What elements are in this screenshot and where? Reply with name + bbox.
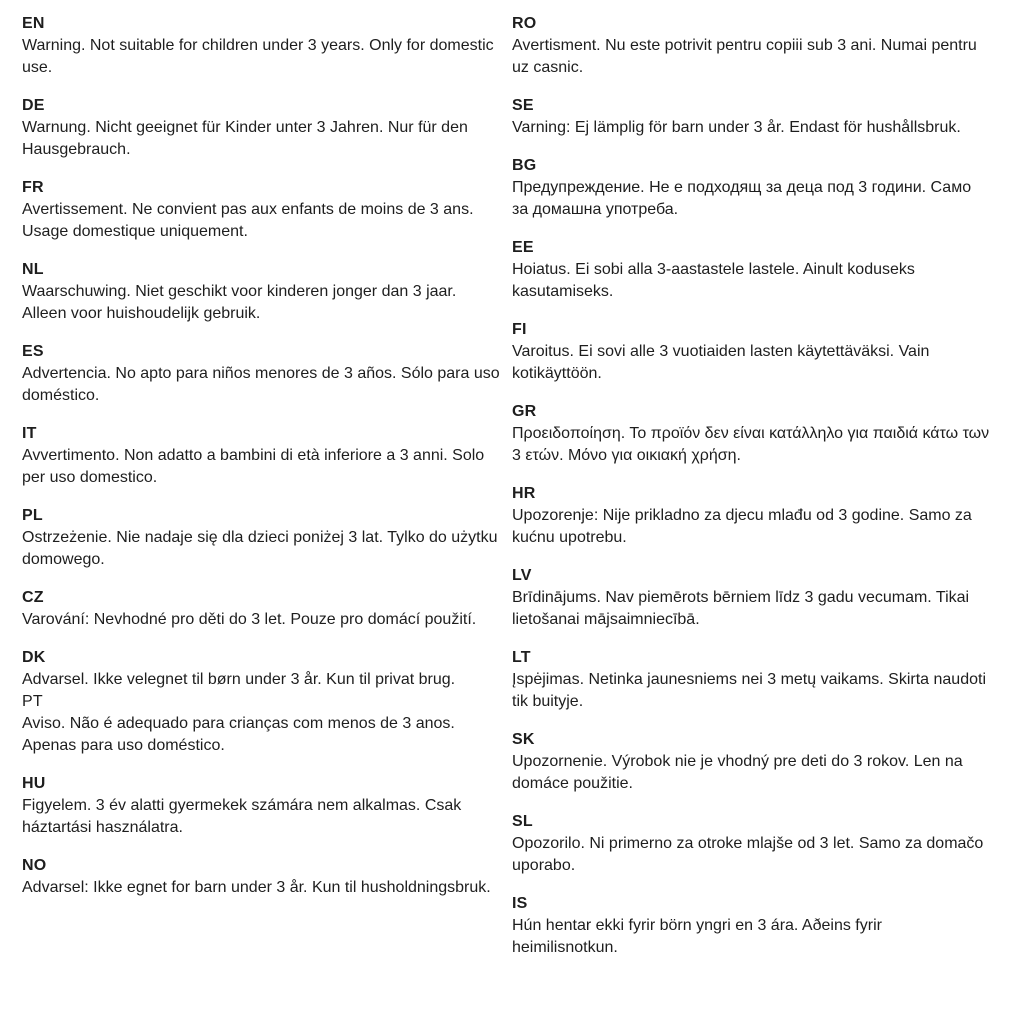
warning-text: Warning. Not suitable for children under 3 years. Only for domestic use.: [22, 37, 494, 76]
warning-entry-lt: [512, 647, 1016, 713]
warning-entry-bg: [512, 155, 1016, 221]
language-code-label: SK: [512, 731, 535, 748]
language-code-label: EE: [512, 239, 534, 256]
warning-text: Предупреждение. Не е подходящ за деца под 3 години. Само за домашна употреба.: [512, 179, 972, 218]
warning-entry-hr: [512, 483, 1016, 549]
warning-text: Ostrzeżenie. Nie nadaje się dla dzieci poniżej 3 lat. Tylko do użytku domowego.: [22, 529, 498, 568]
language-code-label: LT: [512, 649, 531, 666]
warning-text: Avertissement. Ne convient pas aux enfants de moins de 3 ans. Usage domestique uniquement.: [22, 201, 474, 240]
warning-text: Upozornenie. Výrobok nie je vhodný pre deti do 3 rokov. Len na domáce použitie.: [512, 753, 963, 792]
warning-text: Hoiatus. Ei sobi alla 3-aastastele lastele. Ainult koduseks kasutamiseks.: [512, 261, 915, 300]
warning-text: Opozorilo. Ni primerno za otroke mlajše od 3 let. Samo za domačo uporabo.: [512, 835, 984, 874]
language-code-label: CZ: [22, 589, 44, 606]
warning-text: Waarschuwing. Niet geschikt voor kinderen jonger dan 3 jaar. Alleen voor huishoudelijk gebruik.: [22, 283, 457, 322]
warning-entry-sk: [512, 729, 1016, 795]
warning-entry-dk: [22, 647, 512, 691]
warning-entry-ro: [512, 13, 1016, 79]
warning-text: Upozorenje: Nije prikladno za djecu mlađu od 3 godine. Samo za kućnu upotrebu.: [512, 507, 972, 546]
language-code-label: PT: [22, 693, 43, 710]
warning-text: Advarsel: Ikke egnet for barn under 3 år. Kun til husholdningsbruk.: [22, 879, 491, 896]
warning-entry-hu: [22, 773, 512, 839]
warning-entry-is: [512, 893, 1016, 959]
warning-text: Aviso. Não é adequado para crianças com menos de 3 anos. Apenas para uso doméstico.: [22, 715, 455, 754]
language-code-label: DK: [22, 649, 46, 666]
language-code-label: RO: [512, 15, 537, 32]
warning-entry-cz: [22, 587, 512, 631]
language-code-label: IS: [512, 895, 528, 912]
warning-entry-en: [22, 13, 512, 79]
warning-entry-ee: [512, 237, 1016, 303]
warning-text: Avvertimento. Non adatto a bambini di età inferiore a 3 anni. Solo per uso domestico.: [22, 447, 485, 486]
language-code-label: DE: [22, 97, 45, 114]
warning-text: Advarsel. Ikke velegnet til børn under 3 år. Kun til privat brug.: [22, 671, 456, 688]
language-code-label: IT: [22, 425, 37, 442]
language-code-label: SE: [512, 97, 534, 114]
language-code-label: HU: [22, 775, 46, 792]
warning-entry-no: [22, 855, 512, 899]
warning-text: Προειδοποίηση. Το προϊόν δεν είναι κατάλληλο για παιδιά κάτω των 3 ετών. Μόνο για οικιακή χρήση.: [512, 425, 990, 464]
warning-entry-es: [22, 341, 512, 407]
warning-text: Varoitus. Ei sovi alle 3 vuotiaiden lasten käytettäväksi. Vain kotikäyttöön.: [512, 343, 930, 382]
warning-text: Advertencia. No apto para niños menores de 3 años. Sólo para uso doméstico.: [22, 365, 500, 404]
language-code-label: FI: [512, 321, 527, 338]
language-code-label: FR: [22, 179, 44, 196]
warning-text: Brīdinājums. Nav piemērots bērniem līdz 3 gadu vecumam. Tikai lietošanai mājsaimniecībā.: [512, 589, 970, 628]
warning-entry-pt: [22, 691, 512, 757]
language-code-label: GR: [512, 403, 537, 420]
language-code-label: HR: [512, 485, 536, 502]
warning-entry-lv: [512, 565, 1016, 631]
language-code-label: EN: [22, 15, 45, 32]
warning-text: Varning: Ej lämplig för barn under 3 år. Endast för hushållsbruk.: [512, 119, 961, 136]
warning-text: Avertisment. Nu este potrivit pentru copiii sub 3 ani. Numai pentru uz casnic.: [512, 37, 977, 76]
warning-entry-nl: [22, 259, 512, 325]
language-code-label: SL: [512, 813, 533, 830]
language-code-label: ES: [22, 343, 44, 360]
warning-text: Warnung. Nicht geeignet für Kinder unter 3 Jahren. Nur für den Hausgebrauch.: [22, 119, 468, 158]
warning-entry-pl: [22, 505, 512, 571]
warning-text: Varování: Nevhodné pro děti do 3 let. Pouze pro domácí použití.: [22, 611, 477, 628]
warning-entry-fi: [512, 319, 1016, 385]
warning-entry-gr: [512, 401, 1016, 467]
warning-entry-fr: [22, 177, 512, 243]
warning-text: Hún hentar ekki fyrir börn yngri en 3 ára. Aðeins fyrir heimilisnotkun.: [512, 917, 882, 956]
warning-text: Figyelem. 3 év alatti gyermekek számára nem alkalmas. Csak háztartási használatra.: [22, 797, 462, 836]
language-code-label: BG: [512, 157, 537, 174]
language-code-label: LV: [512, 567, 532, 584]
right-column: [512, 13, 1016, 1024]
language-code-label: PL: [22, 507, 43, 524]
warning-text: Įspėjimas. Netinka jaunesniems nei 3 metų vaikams. Skirta naudoti tik buityje.: [512, 671, 986, 710]
warning-entry-se: [512, 95, 1016, 139]
warning-entry-sl: [512, 811, 1016, 877]
warning-entry-de: [22, 95, 512, 161]
language-code-label: NL: [22, 261, 44, 278]
warning-entry-it: [22, 423, 512, 489]
left-column: [22, 13, 512, 1024]
language-code-label: NO: [22, 857, 47, 874]
